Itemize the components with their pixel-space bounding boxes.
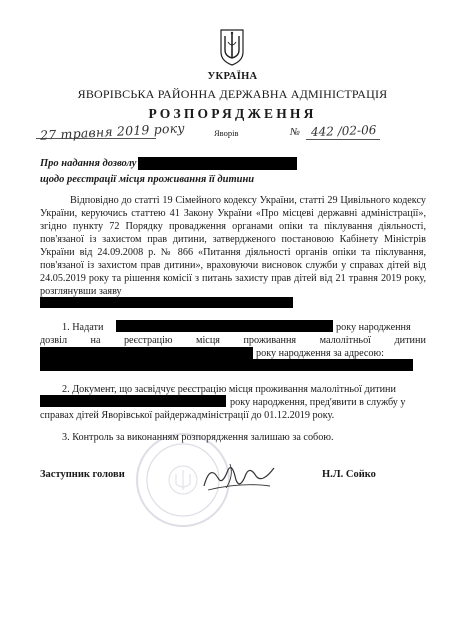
trident-emblem-icon xyxy=(219,28,245,66)
item1-word: реєстрацію xyxy=(123,335,173,346)
subject-line-2: щодо реєстрації місця проживання її дитини xyxy=(40,174,255,185)
handwritten-number: 442 /02-06 xyxy=(310,122,377,140)
redacted-block xyxy=(116,320,333,332)
handwritten-signature-icon xyxy=(200,456,280,496)
item1-word: дитини xyxy=(394,335,426,346)
item1-address-label: року народження за адресою: xyxy=(256,348,384,359)
item1-word: малолітньої xyxy=(319,335,371,346)
redacted-block xyxy=(138,157,297,170)
handwritten-date: 27 травня 2019 року xyxy=(39,120,186,143)
signatory-name: Н.Л. Сойко xyxy=(322,469,376,480)
number-underline xyxy=(306,139,380,140)
redacted-block xyxy=(40,395,226,407)
item1-word: дозвіл xyxy=(40,335,68,346)
redacted-block xyxy=(40,297,293,308)
item3-text: 3. Контроль за виконанням розпорядження залишаю за собою. xyxy=(62,432,334,443)
administration-name: ЯВОРІВСЬКА РАЙОННА ДЕРЖАВНА АДМІНІСТРАЦІЯ xyxy=(77,87,388,101)
subject-line-1: Про надання дозволу xyxy=(40,158,137,169)
intro-paragraph: Відповідно до статті 19 Сімейного кодексу України, статті 29 Цивільного кодексу України, керуючись статтею 41 Закону України «Про місцеві державні адміністрації», згідно пункту 72 Порядку провадження органами опіки та піклування діяльності, пов'язаної із захистом прав дитини, затвердженого постановою Кабінету Міністрів України від 24.09.2008 р. № 866 «Питання діяльності органів опіки та піклування, пов'язаної із захистом прав дитини», враховуючи висновок служби у справах дітей від 24.05.2019 року та рішення комісії з питань захисту прав дітей від 21 травня 2019 року, розглянувши заяву xyxy=(40,195,426,297)
item1-word: на xyxy=(90,335,101,346)
item1-word: місця xyxy=(196,335,220,346)
item2-line3: справах дітей Яворівської райдержадміністрації до 01.12.2019 року. xyxy=(40,410,335,421)
item1-lead: 1. Надати xyxy=(62,322,104,333)
place-name: Яворів xyxy=(214,128,239,138)
redacted-block xyxy=(40,347,253,359)
signatory-position: Заступник голови xyxy=(40,469,125,480)
item1-word: проживання xyxy=(243,335,297,346)
redacted-block xyxy=(40,359,413,371)
number-label: № xyxy=(290,127,300,138)
item2-line2: року народження, пред'явити в службу у xyxy=(230,397,406,408)
item2-line1: 2. Документ, що засвідчує реєстрацію місця проживання малолітньої дитини xyxy=(62,384,396,395)
country-name: УКРАЇНА xyxy=(207,71,258,82)
item1-birth-label: року народження xyxy=(336,322,411,333)
item1-line2 xyxy=(40,334,426,347)
document-type-title: РОЗПОРЯДЖЕННЯ xyxy=(148,106,317,121)
